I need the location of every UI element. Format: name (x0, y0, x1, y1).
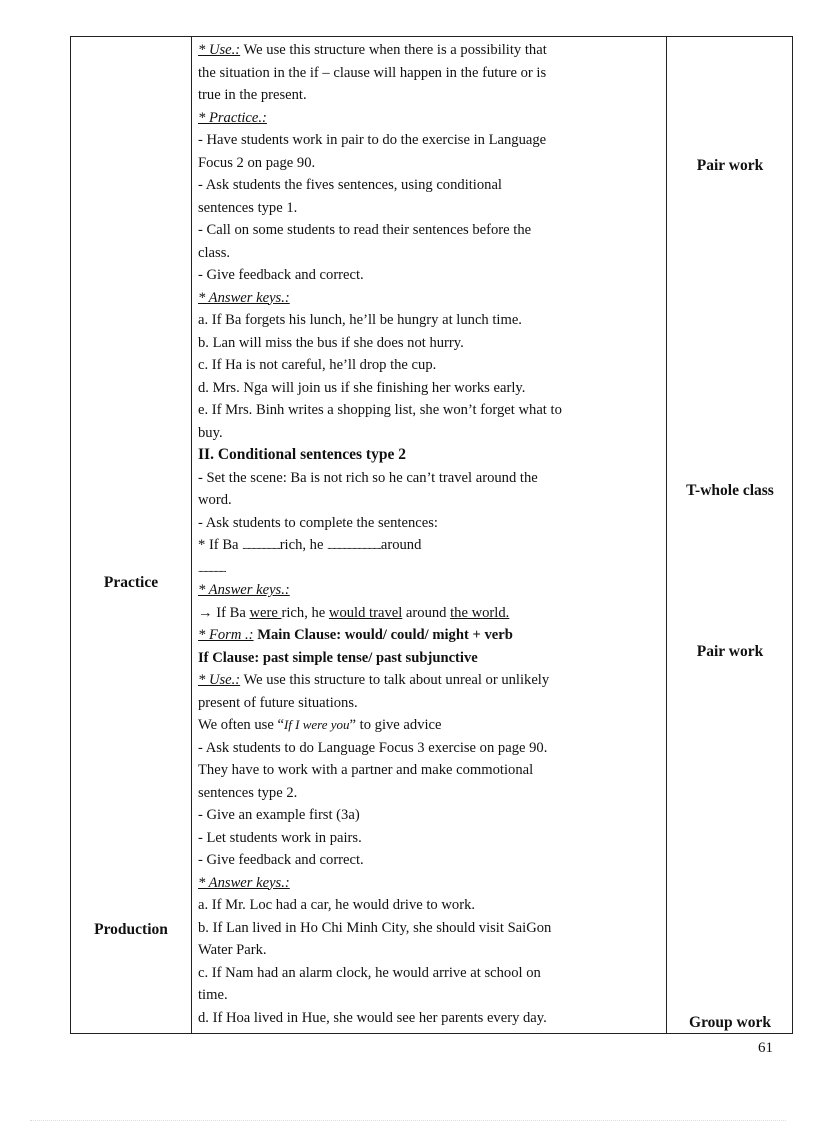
use-label: * Use.: (198, 672, 241, 688)
fill-blank-continuation (198, 557, 664, 580)
form-label: * Form .: (198, 627, 254, 643)
advice-prefix: We often use “ (198, 717, 284, 733)
text-line: - Ask students to do Language Focus 3 exercise on page 90. (198, 739, 548, 756)
answer-item: c. If Nam had an alarm clock, he would arrive at school on (198, 964, 541, 981)
answer-item: Water Park. (198, 942, 267, 958)
form-line (198, 624, 664, 647)
section-heading: II. Conditional sentences type 2 (198, 446, 406, 463)
arrow-icon: → (198, 604, 213, 621)
text-line: - Have students work in pair to do the exercise in Language (198, 132, 547, 148)
answer-item: a. If Mr. Loc had a car, he would drive to work. (198, 897, 476, 913)
model-answer-line (198, 602, 664, 625)
use-text: We use this structure when there is a possibility that (240, 42, 547, 58)
text-line: - Let students work in pairs. (198, 829, 362, 846)
practice-label: * Practice.: (198, 109, 267, 126)
answer-item: time. (198, 987, 228, 1003)
text-line: word. (198, 492, 232, 508)
stage-production: Production (94, 921, 168, 938)
advice-phrase: If I were you (283, 717, 350, 732)
text-line: - Give feedback and correct. (198, 852, 364, 868)
page-number: 61 (758, 1040, 773, 1056)
answer-underlined: were (249, 604, 282, 621)
answer-text: around (402, 604, 451, 621)
interaction-group-work: Group work (689, 1014, 771, 1031)
answer-keys-label: * Answer keys.: (198, 582, 290, 598)
procedure-content (198, 39, 664, 1029)
answer-underlined: the world. (450, 604, 510, 621)
text-line: - Call on some students to read their sentences before the (198, 222, 532, 238)
use-text: We use this structure to talk about unreal or unlikely (240, 672, 550, 688)
text-line: - Set the scene: Ba is not rich so he can’t travel around the (198, 469, 538, 486)
column-divider-left (191, 37, 192, 1033)
use-line (198, 39, 664, 62)
advice-line (198, 714, 664, 737)
answer-item: d. Mrs. Nga will join us if she finishing her works early. (198, 379, 526, 396)
answer-item: e. If Mrs. Binh writes a shopping list, she won’t forget what to (198, 402, 562, 418)
text-line: true in the present. (198, 87, 307, 103)
lesson-table (70, 36, 793, 1034)
text-line: present of future situations. (198, 694, 358, 711)
footer-divider (30, 1120, 786, 1121)
text-line: - Ask students to complete the sentences: (198, 514, 438, 531)
practice-label-line (198, 107, 664, 130)
text-line: - Give feedback and correct. (198, 267, 364, 283)
text-line: - Ask students the fives sentences, using conditional (198, 177, 502, 193)
form-main-clause: Main Clause: would/ could/ might + verb (253, 627, 513, 643)
blank-mid: rich, he (279, 537, 328, 553)
text-line: Focus 2 on page 90. (198, 154, 316, 171)
answer-item: a. If Ba forgets his lunch, he’ll be hungry at lunch time. (198, 312, 522, 328)
blank-dots: .............................. (242, 541, 280, 551)
text-line: sentences type 1. (198, 199, 298, 216)
fill-blank-line (198, 534, 664, 557)
answer-keys-label-line (198, 579, 664, 602)
blank-dots: ...................... (198, 563, 226, 574)
answer-text: rich, he (281, 604, 329, 621)
blank-dots: ........................................... (327, 541, 381, 551)
advice-suffix: ” to give advice (349, 717, 442, 733)
answer-keys-label-line (198, 872, 664, 895)
interaction-pair-work: Pair work (696, 157, 764, 174)
answer-item: c. If Ha is not careful, he’ll drop the cup. (198, 357, 437, 373)
text-line: the situation in the if – clause will happen in the future or is (198, 64, 547, 81)
interaction-pair-work-2: Pair work (696, 643, 764, 660)
answer-item: b. Lan will miss the bus if she does not hurry. (198, 334, 464, 351)
blank-prefix: * If Ba (198, 537, 243, 553)
stage-practice: Practice (103, 574, 159, 591)
answer-item: buy. (198, 424, 223, 441)
text-line: class. (198, 244, 231, 261)
blank-suffix: around (380, 537, 422, 553)
answer-item: d. If Hoa lived in Hue, she would see her parents every day. (198, 1009, 547, 1026)
answer-underlined: would travel (328, 604, 403, 621)
interaction-t-whole-class: T-whole class (686, 482, 774, 499)
text-line: - Give an example first (3a) (198, 807, 360, 823)
answer-item: b. If Lan lived in Ho Chi Minh City, she should visit SaiGon (198, 919, 552, 936)
answer-keys-label: * Answer keys.: (198, 874, 290, 891)
answer-keys-label: * Answer keys.: (198, 289, 290, 306)
answer-text: If Ba (212, 604, 250, 621)
use-label: * Use.: (198, 42, 241, 58)
use-line (198, 669, 664, 692)
answer-keys-label-line (198, 287, 664, 310)
form-if-clause: If Clause: past simple tense/ past subjunctive (198, 649, 478, 666)
text-line: sentences type 2. (198, 784, 298, 801)
column-divider-right (666, 37, 667, 1033)
text-line: They have to work with a partner and make commotional (198, 762, 534, 778)
